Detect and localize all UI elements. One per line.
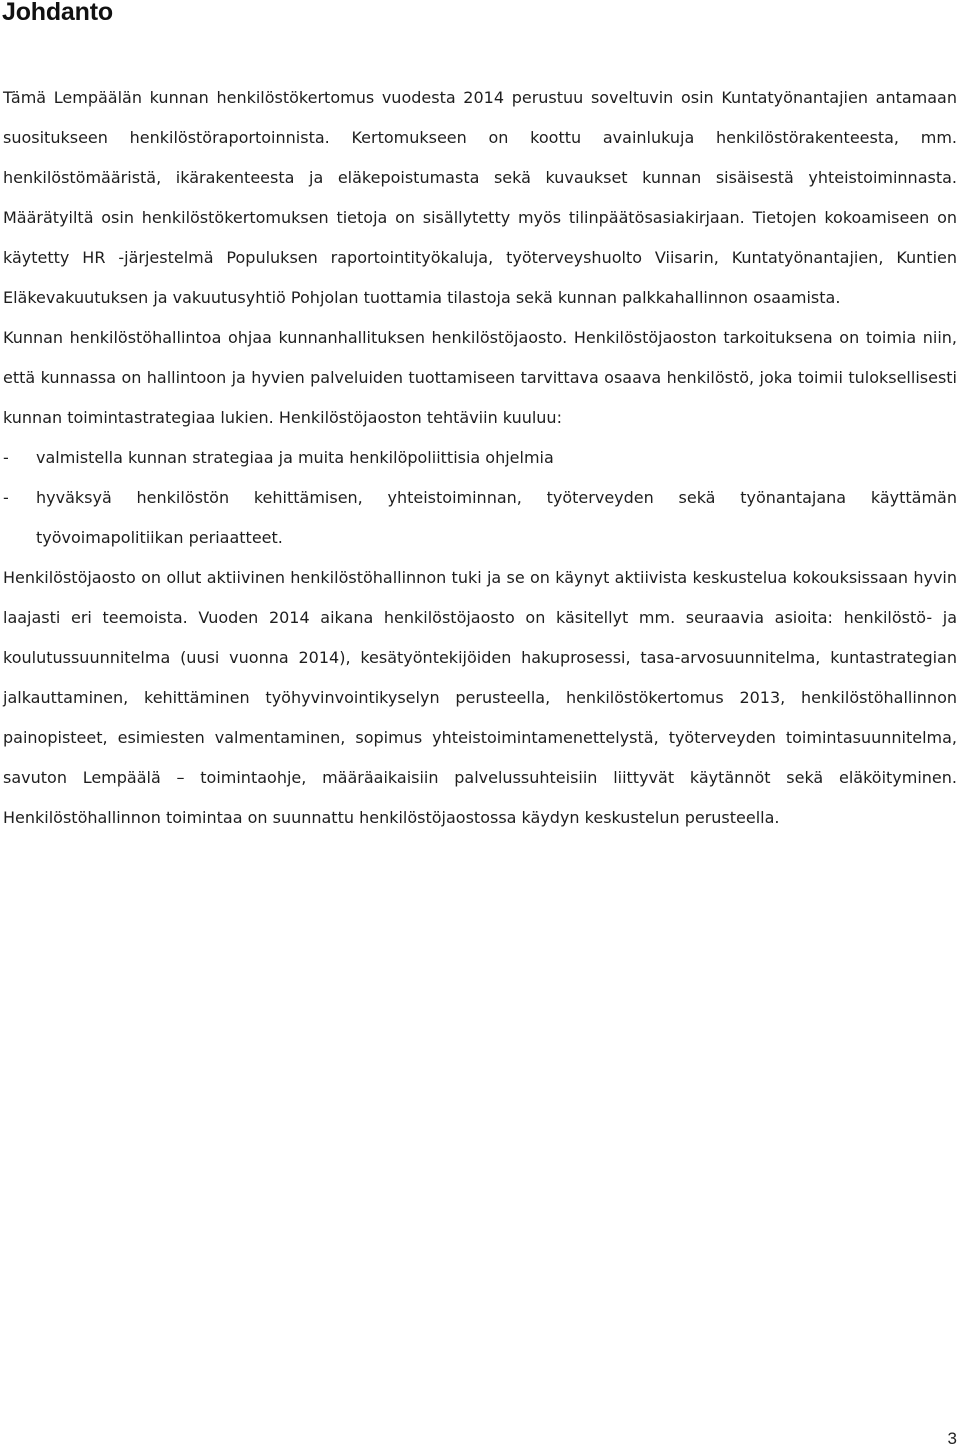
intro-paragraph: Tämä Lempäälän kunnan henkilöstökertomus vuodesta 2014 perustuu soveltuvin osin Kuntatyönantajien antamaan suositukseen henkilöstöraportoinnista. Kertomukseen on koottu avainlukuja henkilöstörakenteesta, mm. henkilöstömääristä, ikärakenteesta ja eläkepoistumasta sekä kuvaukset kunnan sisäisestä yhteistoiminnasta. Määrätyiltä osin henkilöstökertomuksen tietoja on sisällytetty myös tilinpäätösasiakirjaan. Tietojen kokoamiseen on käytetty HR -järjestelmä Populuksen raportointityökaluja, työterveyshuolto Viisarin, Kuntatyönantajien, Kuntien Eläkevakuutuksen ja vakuutusyhtiö Pohjolan tuottamia tilastoja sekä kunnan palkkahallinnon osaamista. <box>3 88 957 307</box>
duties-list <box>3 438 957 558</box>
list-bullet-marker: - <box>3 488 9 507</box>
closing-paragraph: Henkilöstöjaosto on ollut aktiivinen henkilöstöhallinnon tuki ja se on käynyt aktiivista keskustelua kokouksissaan hyvin laajasti eri teemoista. Vuoden 2014 aikana henkilöstöjaosto on käsitellyt mm. seuraavia asioita: henkilöstö- ja koulutussuunnitelma (uusi vuonna 2014), kesätyöntekijöiden hakuprosessi, tasa-arvosuunnitelma, kuntastrategian jalkauttaminen, kehittäminen työhyvinvointikyselyn perusteella, henkilöstökertomus 2013, henkilöstöhallinnon painopisteet, esimiesten valmentaminen, sopimus yhteistoimintamenettelystä, työterveyden toimintasuunnitelma, savuton Lempäälä – toimintaohje, määräaikaisiin palvelussuhteisiin liittyvät käytännöt sekä eläköityminen. Henkilöstöhallinnon toimintaa on suunnattu henkilöstöjaostossa käydyn keskustelun perusteella. <box>3 568 957 827</box>
list-bullet-marker: - <box>3 448 9 467</box>
body-text <box>3 78 957 838</box>
list-item <box>3 478 957 558</box>
page-heading: Johdanto <box>2 0 113 26</box>
page-number: 3 <box>947 1429 957 1448</box>
list-item-text: valmistella kunnan strategiaa ja muita henkilöpoliittisia ohjelmia <box>36 448 554 467</box>
list-item <box>3 438 957 478</box>
list-item-text: hyväksyä henkilöstön kehittämisen, yhteistoiminnan, työterveyden sekä työnantajana käyttämän työvoimapolitiikan periaatteet. <box>36 488 957 547</box>
committee-paragraph: Kunnan henkilöstöhallintoa ohjaa kunnanhallituksen henkilöstöjaosto. Henkilöstöjaoston tarkoituksena on toimia niin, että kunnassa on hallintoon ja hyvien palveluiden tuottamiseen tarvittava osaava henkilöstö, joka toimii tuloksellisesti kunnan toimintastrategiaa lukien. Henkilöstöjaoston tehtäviin kuuluu: <box>3 328 957 427</box>
